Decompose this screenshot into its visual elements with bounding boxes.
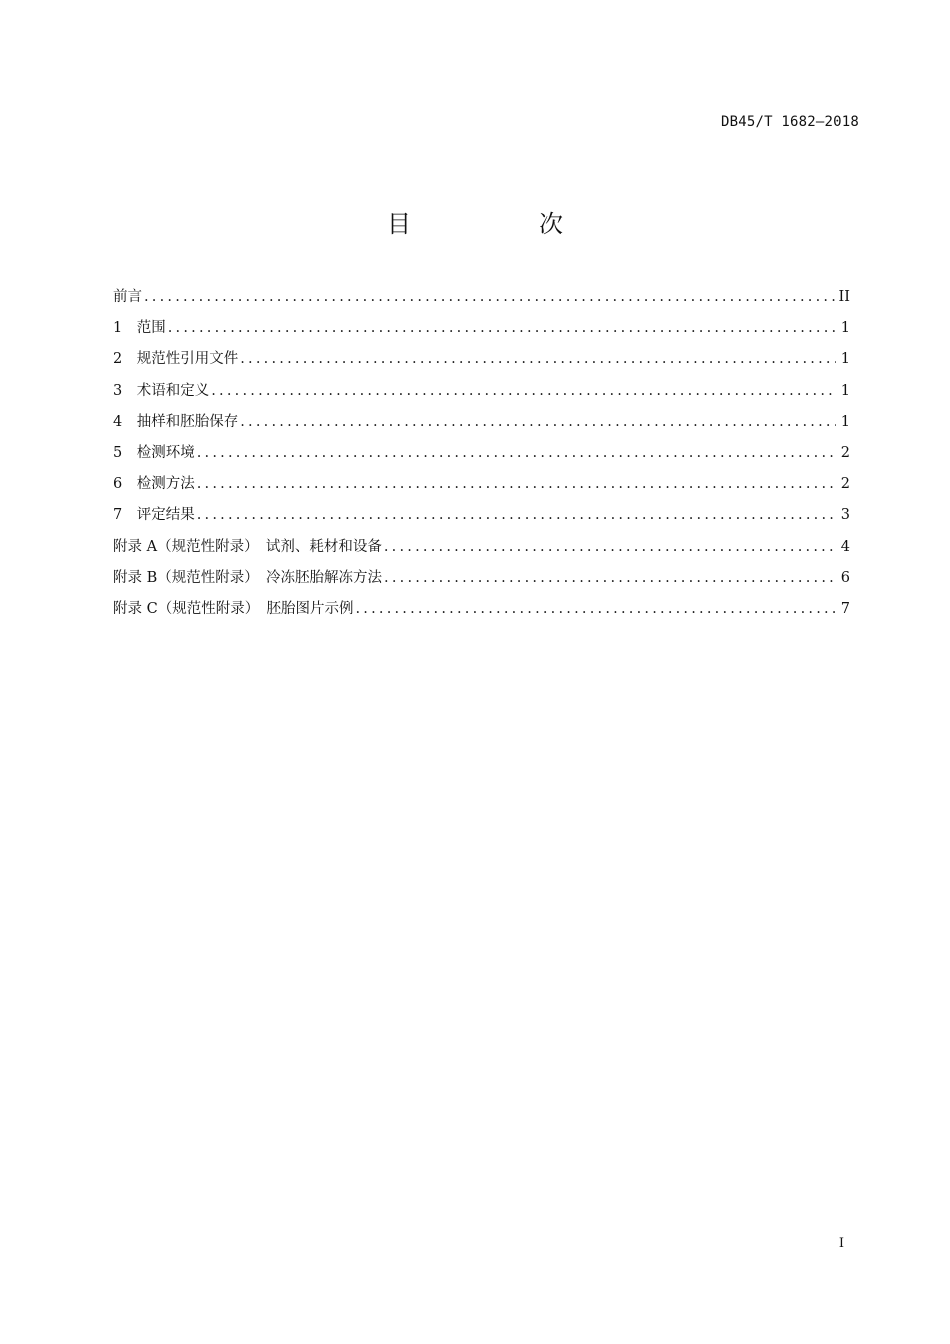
toc-entry-label: 附录 A（规范性附录） 试剂、耗材和设备 <box>113 538 382 555</box>
toc-leader-dots <box>168 316 836 340</box>
toc-entry-page: 1 <box>840 351 850 368</box>
toc-entry-label: 附录 B（规范性附录） 冷冻胚胎解冻方法 <box>113 569 383 586</box>
toc-entry-sampling-storage[interactable] <box>113 410 850 441</box>
toc-entry-appendix-c[interactable] <box>113 597 850 628</box>
toc-entry-test-method[interactable] <box>113 472 850 503</box>
toc-entry-scope[interactable] <box>113 316 850 347</box>
toc-entry-normative-references[interactable] <box>113 347 850 378</box>
toc-entry-test-environment[interactable] <box>113 441 850 472</box>
toc-leader-dots <box>197 503 836 527</box>
toc-entry-label: 3 术语和定义 <box>113 382 210 399</box>
document-code: DB45/T 1682—2018 <box>720 114 859 130</box>
toc-entry-label: 7 评定结果 <box>113 507 195 524</box>
toc-leader-dots <box>211 379 836 403</box>
toc-leader-dots <box>240 410 836 434</box>
toc-entry-appendix-a[interactable] <box>113 535 850 566</box>
toc-entry-terms-definitions[interactable] <box>113 379 850 410</box>
toc-leader-dots <box>144 285 835 309</box>
toc-entry-label: 5 检测环境 <box>113 444 195 461</box>
toc-leader-dots <box>384 566 836 590</box>
toc-leader-dots <box>197 472 836 496</box>
toc-entry-label: 4 抽样和胚胎保存 <box>113 413 239 430</box>
page-number: I <box>838 1236 844 1251</box>
toc-entry-page: II <box>838 289 850 305</box>
toc-leader-dots <box>384 535 836 559</box>
toc-entry-label: 1 范围 <box>113 320 166 337</box>
toc-entry-evaluation-results[interactable] <box>113 503 850 534</box>
toc-entry-appendix-b[interactable] <box>113 566 850 597</box>
toc-leader-dots <box>355 597 836 621</box>
toc-entry-page: 6 <box>840 569 850 586</box>
toc-entry-label: 前言 <box>113 289 142 305</box>
toc-entry-page: 3 <box>840 507 850 524</box>
toc-entry-page: 1 <box>840 413 850 430</box>
toc-entry-page: 4 <box>840 538 850 555</box>
table-of-contents <box>113 285 850 628</box>
toc-entry-page: 1 <box>840 382 850 399</box>
toc-entry-label: 附录 C（规范性附录） 胚胎图片示例 <box>113 600 354 617</box>
toc-entry-page: 2 <box>840 444 850 461</box>
toc-leader-dots <box>240 347 836 371</box>
toc-entry-label: 2 规范性引用文件 <box>113 351 239 368</box>
toc-entry-label: 6 检测方法 <box>113 476 195 493</box>
toc-entry-foreword[interactable] <box>113 285 850 316</box>
toc-entry-page: 2 <box>840 476 850 493</box>
toc-leader-dots <box>197 441 836 465</box>
toc-entry-page: 1 <box>840 320 850 337</box>
toc-entry-page: 7 <box>840 600 850 617</box>
toc-title: 目 次 <box>387 210 615 238</box>
